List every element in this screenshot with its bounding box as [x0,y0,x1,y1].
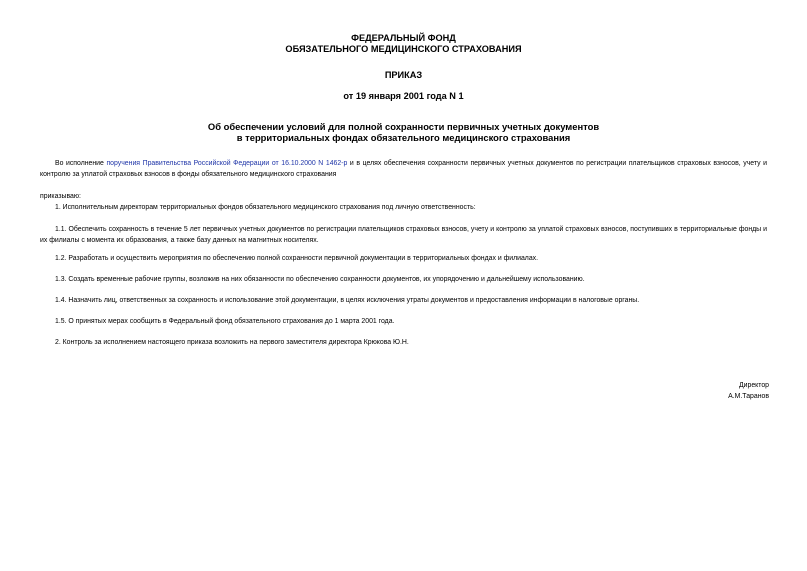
signature-block [728,380,769,402]
orders-word: приказываю: [40,193,81,200]
document-type: ПРИКАЗ [384,70,423,80]
item-2: 2. Контроль за исполнением настоящего приказа возложить на первого заместителя директора Крюкова Ю.Н. [55,339,409,346]
subject-line-2: в территориальных фондах обязательного медицинского страхования [236,132,571,143]
intro-paragraph [40,159,767,180]
item-1-3: 1.3. Создать временные рабочие группы, возложив на них обязанности по обеспечению сохранности документов, их упорядочению и дальнейшему использованию. [55,276,585,283]
government-order-link[interactable]: поручения Правительства Российской Федерации от 16.10.2000 N 1462-р [106,160,348,167]
intro-text-before-link: Во исполнение [55,160,107,167]
document-date: от 19 января 2001 года N 1 [343,91,464,101]
intro-text-after-link: и в целях обеспечения сохранности первичных учетных документов по регистрации плательщиков страховых взносов, учету и контролю за уплатой страховых взносов в фонды обязательного медицинского страхования [40,160,767,178]
item-1-2: 1.2. Разработать и осуществить мероприятия по обеспечению полной сохранности первичной документации в территориальных фондах и филиалах. [55,255,539,262]
organization-line-2: ОБЯЗАТЕЛЬНОГО МЕДИЦИНСКОГО СТРАХОВАНИЯ [285,44,522,54]
item-1-1: 1.1. Обеспечить сохранность в течение 5 лет первичных учетных документов по регистрации плательщиков страховых взносов, учету и контролю за уплатой страховых взносов, поступивших в территориальные фонды и их филиалы с момента их образования, а также базу данных на магнитных носителях. [40,226,767,244]
item-1-5: 1.5. О принятых мерах сообщить в Федеральный фонд обязательного страхования до 1 марта 2001 года. [55,318,395,325]
item-1-4: 1.4. Назначить лиц, ответственных за сохранность и использование этой документации, в целях исключения утраты документов и предоставления информации в налоговые органы. [55,297,640,304]
signatory-name: А.М.Таранов [728,393,769,400]
document-body [40,0,767,571]
item-1: 1. Исполнительным директорам территориальных фондов обязательного медицинского страхования под личную ответственность: [55,204,476,211]
subject-line-1: Об обеспечении условий для полной сохранности первичных учетных документов [207,121,600,132]
signatory-position: Директор [738,382,769,389]
organization-line-1: ФЕДЕРАЛЬНЫЙ ФОНД [351,33,456,43]
